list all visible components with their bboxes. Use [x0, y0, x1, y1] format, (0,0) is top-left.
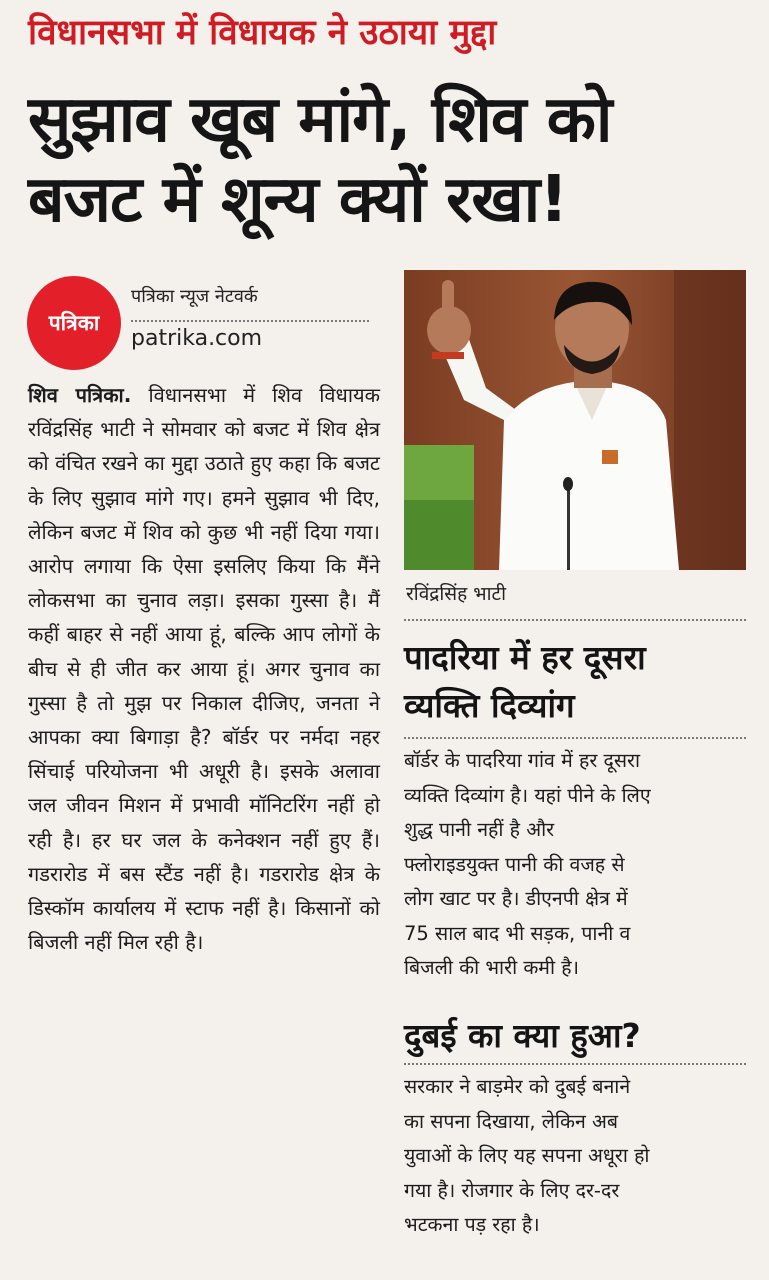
sidebar-story2-line: युवाओं के लिए यह सपना अधूरा हो: [404, 1144, 650, 1167]
sidebar-story2-divider: [404, 1063, 746, 1065]
sidebar-story2-line: सरकार ने बाड़मेर को दुबई बनाने: [404, 1075, 631, 1098]
main-story-body: [28, 378, 380, 959]
byline-divider: [131, 320, 369, 322]
sidebar-story1-line: बिजली की भारी कमी है।: [404, 956, 579, 979]
sidebar-story1-headline-line-2: व्यक्ति दिव्यांग: [404, 686, 575, 725]
sidebar-story1-body: [404, 744, 749, 986]
photo-caption: रविंद्रसिंह भाटी: [406, 583, 507, 605]
mla-photo-illustration: [404, 270, 746, 570]
sidebar-story2-headline-text: दुबई का क्या हुआ?: [404, 1016, 641, 1055]
byline-site: patrika.com: [131, 326, 263, 351]
sidebar-story1-line: बॉर्डर के पादरिया गांव में हर दूसरा: [404, 749, 641, 772]
patrika-logo: [27, 276, 121, 370]
kicker-headline: विधानसभा में विधायक ने उठाया मुद्दा: [28, 13, 497, 53]
sidebar-story1-headline-line-1: पादरिया में हर दूसरा: [404, 638, 646, 677]
sidebar-story1-line: फ्लोराइडयुक्त पानी की वजह से: [404, 852, 625, 876]
byline-network: पत्रिका न्यूज नेटवर्क: [131, 286, 258, 307]
mla-photo: [404, 270, 746, 570]
caption-divider: [404, 619, 746, 621]
sidebar-story2-line: का सपना दिखाया, लेकिन अब: [404, 1109, 619, 1133]
headline-line-2: बजट में शून्य क्यों रखा!: [28, 163, 568, 237]
sidebar-story2-body: [404, 1070, 749, 1243]
main-story-text: विधानसभा में शिव विधायक रविंद्रसिंह भाटी ने सोमवार को बजट में शिव क्षेत्र को वंचित रखने का मुद्दा उठाते हुए कहा कि बजट के लिए सुझाव मांगे गए। हमने सुझाव भी दिए, लेकिन बजट में शिव को कुछ भी नहीं दिया गया। आरोप लगाया कि ऐसा इसलिए किया कि मैंने लोकसभा का चुनाव लड़ा। इसका गुस्सा है। मैं कहीं बाहर से नहीं आया हूं, बल्कि आप लोगों के बीच से ही जीत कर आया हूं। अगर चुनाव का गुस्सा है तो मुझ पर निकाल दीजिए, जनता ने आपका क्या बिगाड़ा है? बॉर्डर पर नर्मदा नहर सिंचाई परियोजना भी अधूरी है। इसके अलावा जल जीवन मिशन में प्रभावी मॉनिटरिंग नहीं हो रही है। हर घर जल के कनेक्शन नहीं हुए हैं। गडरारोड में बस स्टैंड नहीं है। गडरारोड क्षेत्र के डिस्कॉम कार्यालय में स्टाफ नहीं है। किसानों को बिजली नहीं मिल रही है।: [28, 383, 380, 955]
sidebar-story1-line: शुद्ध पानी नहीं है और: [404, 818, 555, 841]
sidebar-story1-line: लोग खाट पर है। डीएनपी क्षेत्र में: [404, 887, 628, 910]
sidebar-story1-line: 75 साल बाद भी सड़क, पानी व: [404, 921, 631, 945]
sidebar-story1-headline: [404, 634, 749, 730]
dateline: शिव पत्रिका.: [28, 383, 132, 407]
sidebar-story2-line: भटकना पड़ रहा है।: [404, 1213, 540, 1236]
sidebar-story2-headline: [404, 1012, 749, 1060]
logo-text: पत्रिका: [48, 311, 100, 335]
sidebar-story2-line: गया है। रोजगार के लिए दर-दर: [404, 1178, 620, 1202]
main-headline: [28, 80, 758, 240]
sidebar-story1-line: व्यक्ति दिव्यांग है। यहां पीने के लिए: [404, 783, 651, 807]
sidebar-story1-divider: [404, 737, 746, 739]
headline-line-1: सुझाव खूब मांगे, शिव को: [28, 83, 612, 157]
